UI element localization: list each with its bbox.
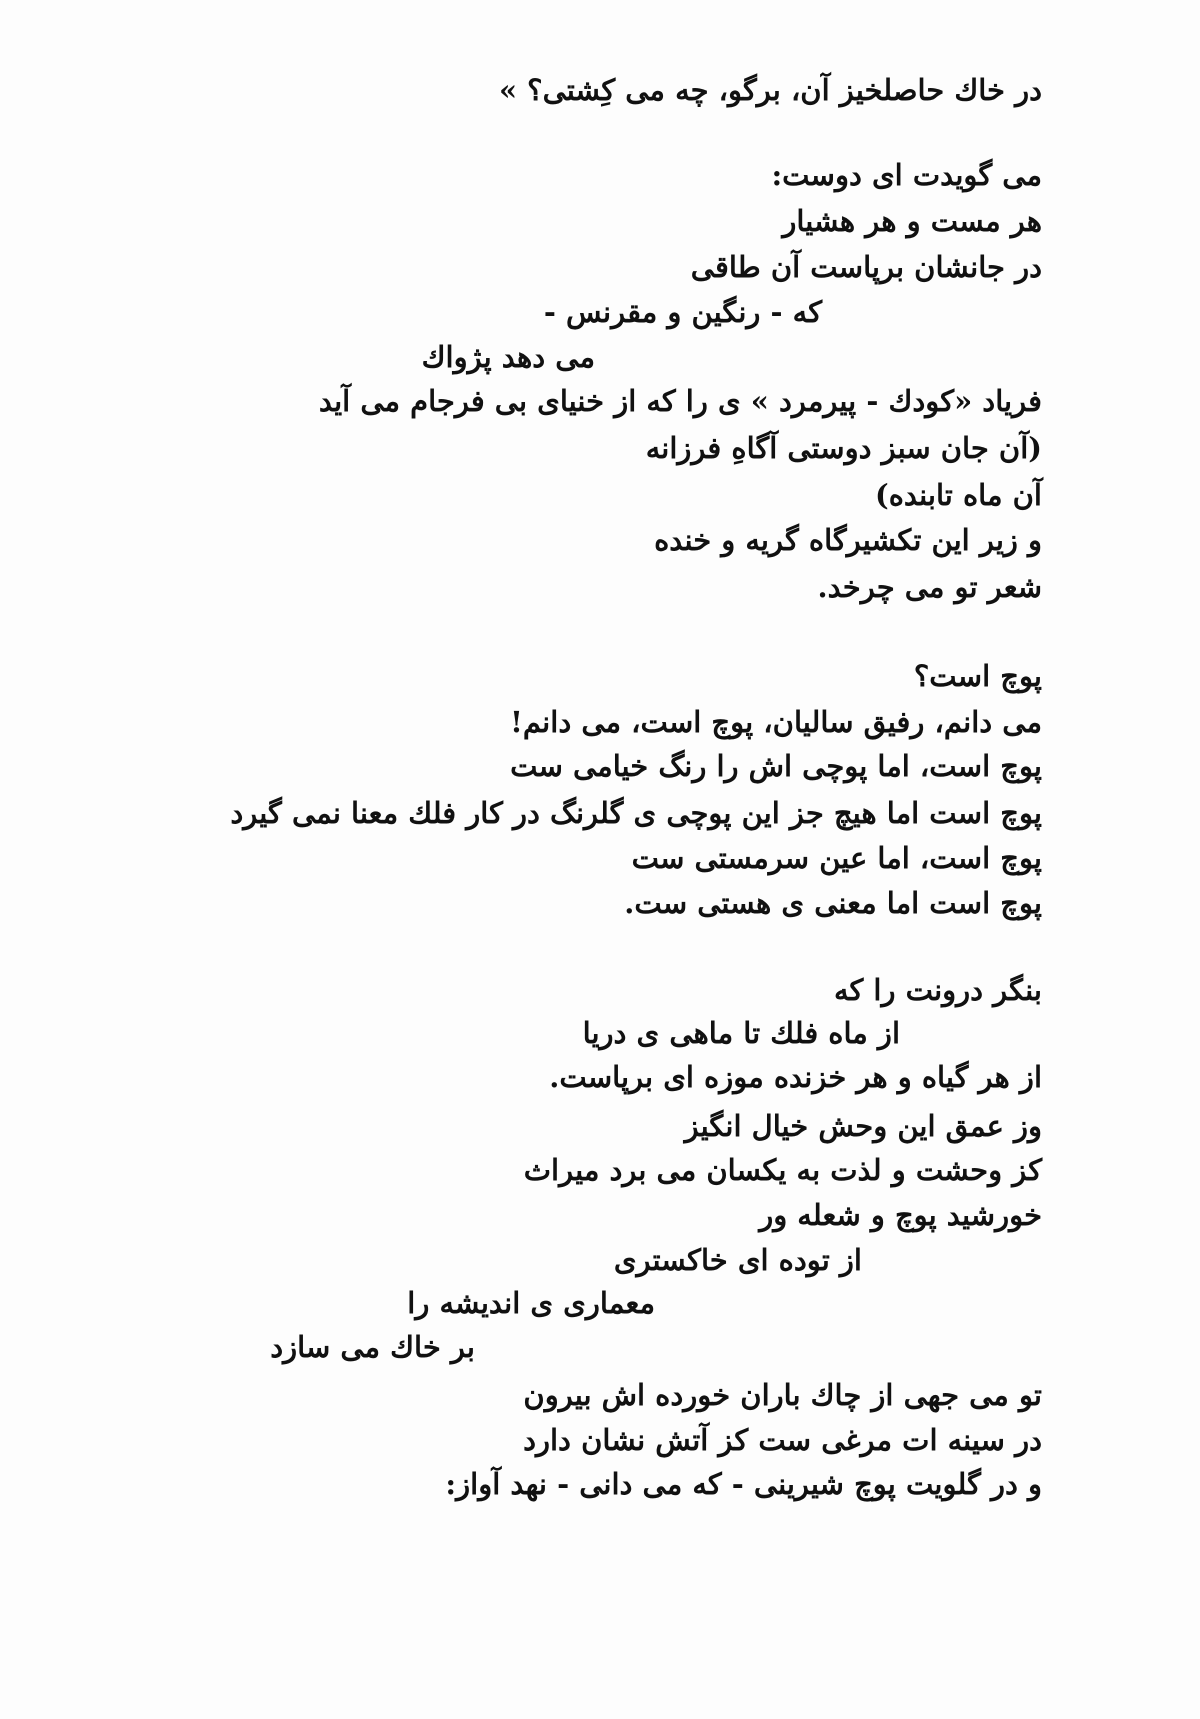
poem-line: پوچ است اما معنی ی هستی ست.	[624, 886, 1042, 920]
poem-line: خورشيد پوچ و شعله ور	[759, 1198, 1042, 1232]
poem-line: می دهد پژواك	[421, 340, 595, 374]
poem-line: پوچ است، اما عين سرمستی ست	[631, 841, 1042, 875]
poem-line: پوچ است؟	[913, 659, 1042, 693]
poem-line: بر خاك می سازد	[270, 1330, 475, 1364]
poem-line: و در گلويت پوچ شيرينی - كه می دانی - نهد آواز:	[445, 1467, 1042, 1501]
poem-line: در جانشان برپاست آن طاقی	[690, 250, 1042, 284]
poem-line: از توده ای خاكستری	[613, 1243, 862, 1277]
poem-line: بنگر درونت را كه	[833, 973, 1042, 1007]
poem-line: شعر تو می چرخد.	[817, 570, 1042, 604]
poem-line: می گويدت ای دوست:	[771, 158, 1042, 192]
poem-line: در سينه ات مرغی ست كز آتش نشان دارد	[523, 1423, 1042, 1457]
poem-line: هر مست و هر هشيار	[782, 204, 1042, 238]
poem-line: می دانم، رفيق ساليان، پوچ است، می دانم!	[510, 705, 1042, 739]
poem-line: پوچ است اما هيچ جز اين پوچی ی گلرنگ در كار فلك معنا نمی گيرد	[230, 796, 1042, 830]
poem-line: پوچ است، اما پوچی اش را رنگ خيامی ست	[510, 749, 1042, 783]
poem-line: تو می جهی از چاك باران خورده اش بيرون	[523, 1378, 1042, 1412]
poem-line: از ماه فلك تا ماهی ی دريا	[582, 1016, 900, 1050]
poem-line: وز عمق اين وحش خيال انگيز	[684, 1109, 1042, 1143]
poem-line: فرياد «كودك - پيرمرد » ی را كه از خنيای بی فرجام می آيد	[318, 384, 1042, 418]
poem-line: و زير اين تكشيرگاه گريه و خنده	[654, 523, 1042, 557]
poem-line: آن ماه تابنده)	[875, 478, 1042, 512]
poem-line: كه - رنگين و مقرنس -	[543, 295, 822, 329]
poem-line: معماری ی انديشه را	[407, 1286, 655, 1320]
poem-line: از هر گياه و هر خزنده موزه ای برپاست.	[549, 1060, 1042, 1094]
poem-line: (آن جان سبز دوستی آگاهِ فرزانه	[645, 431, 1042, 465]
poem-line: كز وحشت و لذت به يكسان می برد ميراث	[523, 1153, 1042, 1187]
poem-line: در خاك حاصلخيز آن، برگو، چه می كِشتی؟ »	[498, 73, 1042, 107]
